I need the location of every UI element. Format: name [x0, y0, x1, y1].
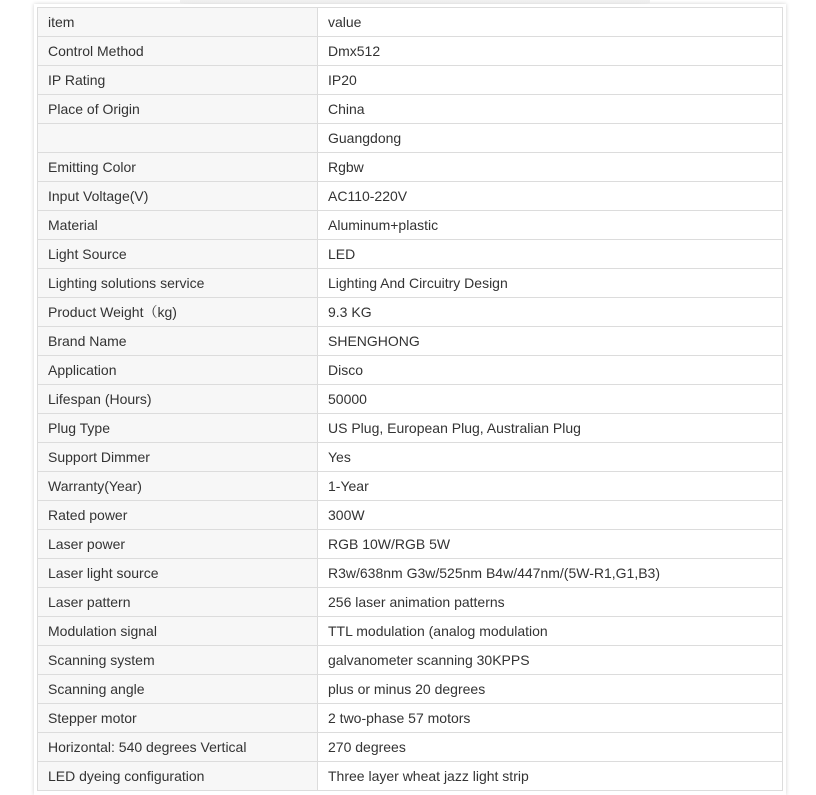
- table-row: [38, 675, 783, 704]
- item-cell: Modulation signal: [38, 617, 318, 646]
- value-cell: 1-Year: [318, 472, 783, 501]
- item-cell: IP Rating: [38, 66, 318, 95]
- spec-card: [34, 4, 786, 795]
- item-cell: Lifespan (Hours): [38, 385, 318, 414]
- table-row: [38, 414, 783, 443]
- item-cell: Control Method: [38, 37, 318, 66]
- table-row: [38, 385, 783, 414]
- table-row: [38, 182, 783, 211]
- item-cell: Product Weight（kg): [38, 298, 318, 327]
- spec-table-body: [38, 8, 783, 791]
- item-cell: Warranty(Year): [38, 472, 318, 501]
- value-cell: plus or minus 20 degrees: [318, 675, 783, 704]
- item-cell: Input Voltage(V): [38, 182, 318, 211]
- header-value-cell: value: [318, 8, 783, 37]
- table-row: [38, 211, 783, 240]
- item-cell: Lighting solutions service: [38, 269, 318, 298]
- item-cell: Application: [38, 356, 318, 385]
- value-cell: RGB 10W/RGB 5W: [318, 530, 783, 559]
- table-row: [38, 588, 783, 617]
- item-cell: [38, 124, 318, 153]
- value-cell: 50000: [318, 385, 783, 414]
- item-cell: LED dyeing configuration: [38, 762, 318, 791]
- table-row: [38, 501, 783, 530]
- value-cell: AC110-220V: [318, 182, 783, 211]
- item-cell: Scanning system: [38, 646, 318, 675]
- value-cell: Yes: [318, 443, 783, 472]
- item-cell: Light Source: [38, 240, 318, 269]
- value-cell: Aluminum+plastic: [318, 211, 783, 240]
- item-cell: Horizontal: 540 degrees Vertical: [38, 733, 318, 762]
- value-cell: TTL modulation (analog modulation: [318, 617, 783, 646]
- item-cell: Stepper motor: [38, 704, 318, 733]
- table-row: [38, 617, 783, 646]
- table-row: [38, 530, 783, 559]
- table-row: [38, 124, 783, 153]
- value-cell: Disco: [318, 356, 783, 385]
- value-cell: IP20: [318, 66, 783, 95]
- item-cell: Laser power: [38, 530, 318, 559]
- value-cell: China: [318, 95, 783, 124]
- value-cell: galvanometer scanning 30KPPS: [318, 646, 783, 675]
- item-cell: Place of Origin: [38, 95, 318, 124]
- header-item-cell: item: [38, 8, 318, 37]
- item-cell: Brand Name: [38, 327, 318, 356]
- value-cell: Three layer wheat jazz light strip: [318, 762, 783, 791]
- table-row: [38, 269, 783, 298]
- table-row: [38, 646, 783, 675]
- table-row: [38, 95, 783, 124]
- table-row: [38, 66, 783, 95]
- value-cell: 9.3 KG: [318, 298, 783, 327]
- spec-table: [37, 7, 783, 791]
- table-row: [38, 733, 783, 762]
- table-row: [38, 472, 783, 501]
- table-row: [38, 443, 783, 472]
- value-cell: Guangdong: [318, 124, 783, 153]
- item-cell: Emitting Color: [38, 153, 318, 182]
- item-cell: Material: [38, 211, 318, 240]
- table-row: [38, 704, 783, 733]
- table-row: [38, 153, 783, 182]
- value-cell: 270 degrees: [318, 733, 783, 762]
- value-cell: SHENGHONG: [318, 327, 783, 356]
- value-cell: 300W: [318, 501, 783, 530]
- value-cell: US Plug, European Plug, Australian Plug: [318, 414, 783, 443]
- value-cell: 2 two-phase 57 motors: [318, 704, 783, 733]
- value-cell: LED: [318, 240, 783, 269]
- value-cell: R3w/638nm G3w/525nm B4w/447nm/(5W-R1,G1,B3): [318, 559, 783, 588]
- table-row: [38, 762, 783, 791]
- table-row: [38, 37, 783, 66]
- value-cell: 256 laser animation patterns: [318, 588, 783, 617]
- value-cell: Lighting And Circuitry Design: [318, 269, 783, 298]
- item-cell: Support Dimmer: [38, 443, 318, 472]
- table-row: [38, 356, 783, 385]
- item-cell: Scanning angle: [38, 675, 318, 704]
- table-header-row: [38, 8, 783, 37]
- item-cell: Laser light source: [38, 559, 318, 588]
- table-row: [38, 559, 783, 588]
- value-cell: Rgbw: [318, 153, 783, 182]
- table-row: [38, 327, 783, 356]
- item-cell: Plug Type: [38, 414, 318, 443]
- item-cell: Laser pattern: [38, 588, 318, 617]
- table-row: [38, 298, 783, 327]
- table-row: [38, 240, 783, 269]
- item-cell: Rated power: [38, 501, 318, 530]
- value-cell: Dmx512: [318, 37, 783, 66]
